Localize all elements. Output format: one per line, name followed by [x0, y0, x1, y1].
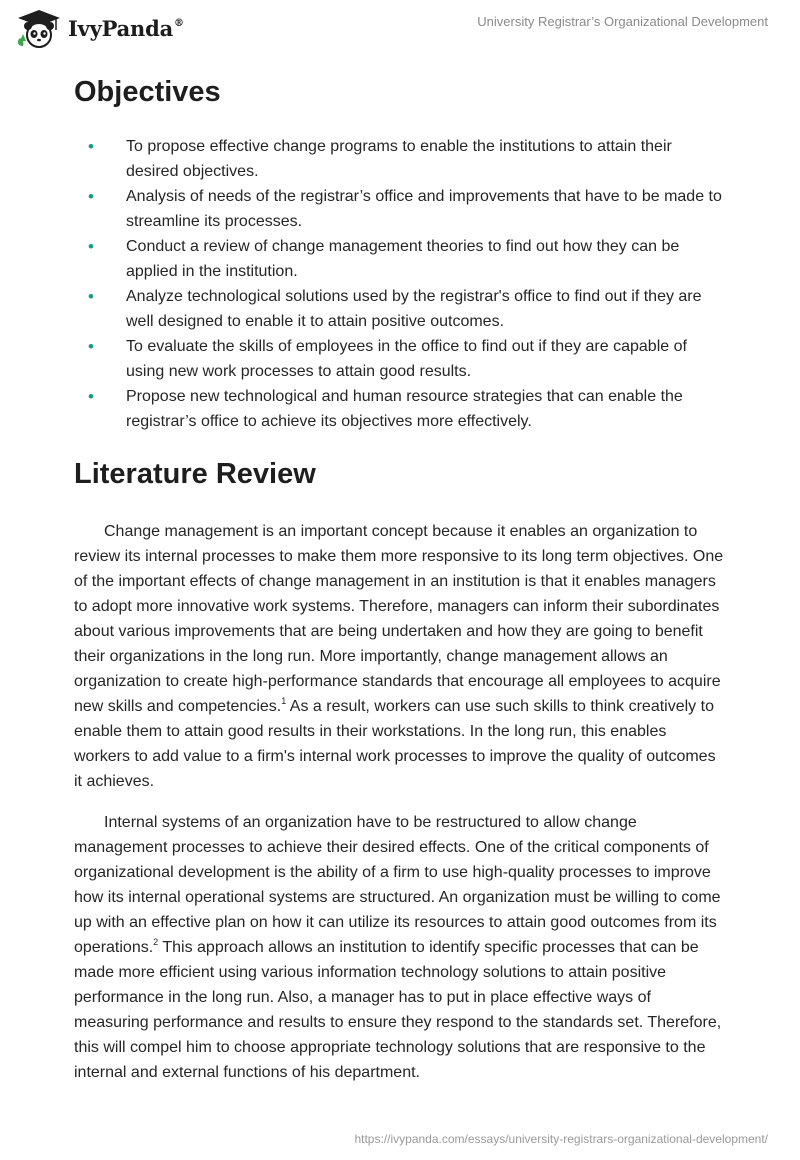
- footnote-ref-2[interactable]: 2: [153, 937, 159, 947]
- footnote-ref-1[interactable]: 1: [281, 696, 287, 706]
- literature-paragraph-2: [74, 810, 726, 1085]
- list-item: [74, 234, 726, 284]
- list-item-text: Conduct a review of change management theories to find out how they can be applied in the institution.: [126, 238, 680, 280]
- source-url[interactable]: https://ivypanda.com/essays/university-registrars-organizational-development/: [354, 1132, 768, 1146]
- bullet-icon: •: [88, 237, 94, 256]
- ivypanda-logo[interactable]: [14, 8, 184, 48]
- literature-review-heading: Literature Review: [74, 458, 316, 490]
- list-item-text: Propose new technological and human resource strategies that can enable the registrar’s office to achieve its objectives more effectively.: [126, 388, 683, 430]
- objectives-list: [74, 134, 726, 434]
- list-item-text: Analysis of needs of the registrar’s office and improvements that have to be made to streamline its processes.: [126, 188, 722, 230]
- list-item: [74, 384, 726, 434]
- list-item-text: To evaluate the skills of employees in the office to find out if they are capable of using new work processes to attain good results.: [126, 338, 687, 380]
- bullet-icon: •: [88, 187, 94, 206]
- paragraph-text: Internal systems of an organization have to be restructured to allow change management processes to achieve their desired effects. One of the critical components of organizational development is the ability of a firm to use high-quality processes to improve how its internal operational systems are structured. An organization must be willing to come up with an effective plan on how it can utilize its resources to attain good outcomes from its operations.: [74, 814, 721, 956]
- paragraph-text: This approach allows an institution to identify specific processes that can be made more efficient using various information technology solutions to attain positive performance in the long run. Also, a manager has to put in place effective ways of measuring performance and results to ensure they respond to the standards set. Therefore, this will compel him to choose appropriate technology solutions that are responsive to the internal and external functions of his department.: [74, 939, 722, 1081]
- registered-mark: ®: [174, 17, 184, 29]
- bullet-icon: •: [88, 287, 94, 306]
- list-item: [74, 134, 726, 184]
- list-item: [74, 284, 726, 334]
- brand-name: [68, 16, 184, 41]
- list-item-text: Analyze technological solutions used by the registrar's office to find out if they are well designed to enable it to attain positive outcomes.: [126, 288, 702, 330]
- list-item: [74, 184, 726, 234]
- brand-text: IvyPanda: [68, 15, 174, 41]
- paragraph-text: As a result, workers can use such skills to think creatively to enable them to attain good results in their workstations. In the long run, this enables workers to add value to a firm's internal work processes to improve the quality of outcomes it achieves.: [74, 698, 716, 790]
- paragraph-text: Change management is an important concept because it enables an organization to review its internal processes to make them more responsive to its long term objectives. One of the important effects of change management in an institution is that it enables managers to adopt more innovative work systems. Therefore, managers can inform their subordinates about various improvements that are being undertaken and how they are going to benefit their organizations in the long run. More importantly, change management allows an organization to create high-performance standards that encourage all employees to acquire new skills and competencies.: [74, 523, 724, 715]
- bullet-icon: •: [88, 137, 94, 156]
- objectives-heading: Objectives: [74, 76, 221, 108]
- bullet-icon: •: [88, 387, 94, 406]
- essay-content: [74, 72, 726, 1085]
- literature-paragraph-1: [74, 519, 726, 794]
- list-item-text: To propose effective change programs to enable the institutions to attain their desired objectives.: [126, 138, 672, 180]
- bullet-icon: •: [88, 337, 94, 356]
- panda-logo-icon: [14, 8, 64, 48]
- page-header: [0, 0, 800, 60]
- document-title: University Registrar’s Organizational Development: [477, 14, 768, 29]
- list-item: [74, 334, 726, 384]
